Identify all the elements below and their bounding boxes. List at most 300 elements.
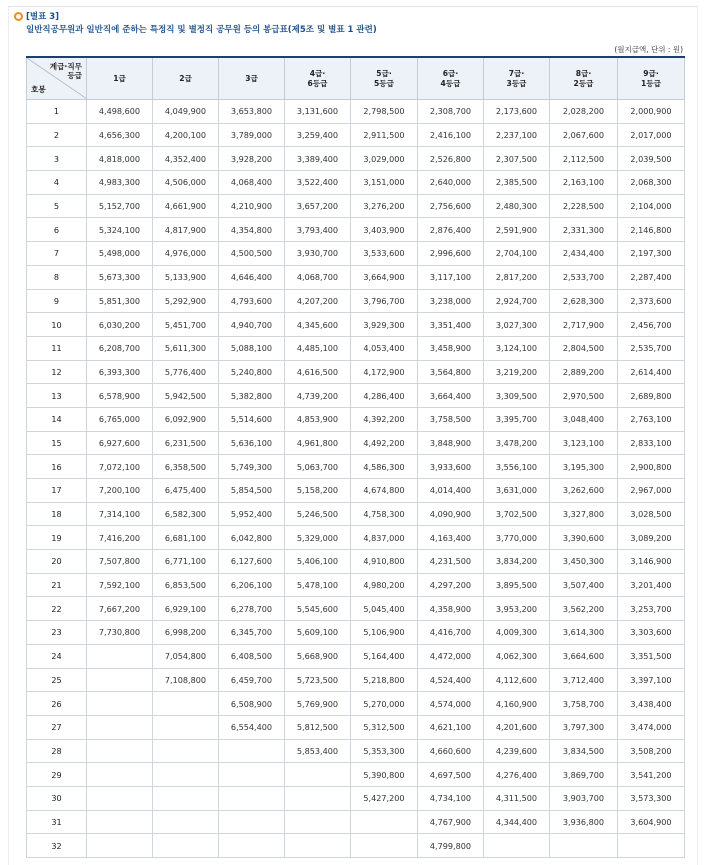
salary-cell: 4,793,600 (219, 289, 285, 313)
salary-cell: 3,303,600 (618, 621, 685, 645)
salary-cell: 2,756,600 (418, 194, 484, 218)
salary-cell (153, 739, 219, 763)
salary-cell: 7,507,800 (87, 550, 153, 574)
step-number-cell: 23 (27, 621, 87, 645)
salary-cell: 4,200,100 (153, 123, 219, 147)
salary-cell: 6,231,500 (153, 431, 219, 455)
salary-cell: 2,614,400 (618, 360, 685, 384)
salary-cell: 6,508,900 (219, 692, 285, 716)
column-header: 4급· 6등급 (285, 57, 351, 100)
salary-cell (153, 763, 219, 787)
column-header: 6급· 4등급 (418, 57, 484, 100)
salary-cell: 3,614,300 (550, 621, 618, 645)
step-number-cell: 7 (27, 242, 87, 266)
salary-cell: 6,092,900 (153, 407, 219, 431)
salary-cell: 5,329,000 (285, 526, 351, 550)
salary-cell: 4,049,900 (153, 100, 219, 124)
salary-cell: 2,163,100 (550, 171, 618, 195)
salary-cell: 4,163,400 (418, 526, 484, 550)
salary-cell: 5,218,800 (351, 668, 418, 692)
salary-cell: 4,621,100 (418, 715, 484, 739)
salary-cell: 4,485,100 (285, 336, 351, 360)
table-heading (26, 12, 377, 36)
step-number-cell: 11 (27, 336, 87, 360)
table-row (27, 100, 685, 124)
salary-cell: 2,798,500 (351, 100, 418, 124)
salary-cell: 3,522,400 (285, 171, 351, 195)
table-row (27, 360, 685, 384)
salary-cell: 6,358,500 (153, 455, 219, 479)
step-number-cell: 4 (27, 171, 87, 195)
salary-cell: 4,014,400 (418, 479, 484, 503)
column-header: 7급· 3등급 (484, 57, 550, 100)
salary-cell: 3,390,600 (550, 526, 618, 550)
column-header: 1급 (87, 57, 153, 100)
step-number-cell: 22 (27, 597, 87, 621)
salary-cell: 3,309,500 (484, 384, 550, 408)
salary-cell: 4,656,300 (87, 123, 153, 147)
step-number-cell: 25 (27, 668, 87, 692)
salary-cell: 3,664,400 (418, 384, 484, 408)
salary-cell: 4,500,500 (219, 242, 285, 266)
salary-cell: 2,876,400 (418, 218, 484, 242)
salary-cell (285, 810, 351, 834)
salary-cell: 3,195,300 (550, 455, 618, 479)
step-number-cell: 13 (27, 384, 87, 408)
salary-cell: 2,287,400 (618, 265, 685, 289)
salary-cell (87, 692, 153, 716)
salary-cell: 3,936,800 (550, 810, 618, 834)
salary-cell: 5,514,600 (219, 407, 285, 431)
column-header: 5급· 5등급 (351, 57, 418, 100)
salary-cell: 3,556,100 (484, 455, 550, 479)
salary-cell: 3,458,900 (418, 336, 484, 360)
salary-cell: 3,702,500 (484, 502, 550, 526)
salary-cell: 5,133,900 (153, 265, 219, 289)
salary-cell: 2,028,200 (550, 100, 618, 124)
salary-cell: 2,640,000 (418, 171, 484, 195)
salary-cell: 5,390,800 (351, 763, 418, 787)
table-row (27, 550, 685, 574)
column-header: 8급· 2등급 (550, 57, 618, 100)
salary-cell: 2,307,500 (484, 147, 550, 171)
salary-cell: 2,717,900 (550, 313, 618, 337)
table-row (27, 431, 685, 455)
salary-cell (285, 834, 351, 858)
salary-cell: 6,853,500 (153, 573, 219, 597)
salary-cell (219, 763, 285, 787)
table-row (27, 265, 685, 289)
salary-cell: 3,351,500 (618, 644, 685, 668)
salary-cell: 5,406,100 (285, 550, 351, 574)
salary-cell: 6,030,200 (87, 313, 153, 337)
salary-cell: 5,246,500 (285, 502, 351, 526)
salary-cell: 4,358,900 (418, 597, 484, 621)
salary-cell: 5,164,400 (351, 644, 418, 668)
column-header: 3급 (219, 57, 285, 100)
salary-cell: 2,456,700 (618, 313, 685, 337)
salary-cell: 5,451,700 (153, 313, 219, 337)
salary-cell: 2,228,500 (550, 194, 618, 218)
salary-cell (87, 763, 153, 787)
salary-cell (87, 786, 153, 810)
salary-cell: 4,210,900 (219, 194, 285, 218)
salary-cell: 2,331,300 (550, 218, 618, 242)
salary-cell (87, 668, 153, 692)
salary-cell: 2,068,300 (618, 171, 685, 195)
salary-cell: 2,900,800 (618, 455, 685, 479)
salary-cell: 6,206,100 (219, 573, 285, 597)
salary-cell: 3,327,800 (550, 502, 618, 526)
salary-cell: 3,796,700 (351, 289, 418, 313)
table-row (27, 384, 685, 408)
salary-cell: 3,259,400 (285, 123, 351, 147)
salary-cell: 5,312,500 (351, 715, 418, 739)
salary-cell: 3,474,000 (618, 715, 685, 739)
salary-cell: 7,730,800 (87, 621, 153, 645)
table-row (27, 644, 685, 668)
table-row (27, 739, 685, 763)
salary-cell: 7,667,200 (87, 597, 153, 621)
salary-cell: 3,562,200 (550, 597, 618, 621)
step-number-cell: 29 (27, 763, 87, 787)
salary-cell: 5,853,400 (285, 739, 351, 763)
salary-cell: 3,048,400 (550, 407, 618, 431)
salary-cell: 3,929,300 (351, 313, 418, 337)
salary-cell: 5,942,500 (153, 384, 219, 408)
salary-cell: 5,498,000 (87, 242, 153, 266)
salary-cell: 6,408,500 (219, 644, 285, 668)
step-number-cell: 16 (27, 455, 87, 479)
step-number-cell: 27 (27, 715, 87, 739)
salary-cell: 2,911,500 (351, 123, 418, 147)
table-row (27, 597, 685, 621)
salary-cell: 3,604,900 (618, 810, 685, 834)
salary-cell: 4,053,400 (351, 336, 418, 360)
salary-cell: 6,127,600 (219, 550, 285, 574)
salary-cell: 5,152,700 (87, 194, 153, 218)
step-number-cell: 6 (27, 218, 87, 242)
salary-cell: 4,498,600 (87, 100, 153, 124)
salary-cell: 3,653,800 (219, 100, 285, 124)
step-number-cell: 21 (27, 573, 87, 597)
salary-cell: 5,478,100 (285, 573, 351, 597)
salary-cell: 5,382,800 (219, 384, 285, 408)
salary-cell (484, 834, 550, 858)
salary-cell: 4,231,500 (418, 550, 484, 574)
salary-cell: 2,373,600 (618, 289, 685, 313)
salary-cell (153, 786, 219, 810)
salary-cell: 5,851,300 (87, 289, 153, 313)
salary-cell: 3,238,000 (418, 289, 484, 313)
salary-cell: 5,636,100 (219, 431, 285, 455)
salary-cell: 4,818,000 (87, 147, 153, 171)
salary-cell: 4,172,900 (351, 360, 418, 384)
salary-cell: 4,646,400 (219, 265, 285, 289)
salary-cell: 6,393,300 (87, 360, 153, 384)
salary-cell (153, 715, 219, 739)
salary-cell: 6,208,700 (87, 336, 153, 360)
table-row (27, 336, 685, 360)
salary-cell: 4,961,800 (285, 431, 351, 455)
salary-cell: 5,158,200 (285, 479, 351, 503)
salary-cell: 3,770,000 (484, 526, 550, 550)
salary-cell: 2,970,500 (550, 384, 618, 408)
salary-cell: 5,854,500 (219, 479, 285, 503)
salary-cell: 4,853,900 (285, 407, 351, 431)
table-row (27, 242, 685, 266)
salary-cell (219, 786, 285, 810)
salary-cell: 2,146,800 (618, 218, 685, 242)
salary-cell: 4,660,600 (418, 739, 484, 763)
salary-cell: 4,674,800 (351, 479, 418, 503)
salary-cell: 3,131,600 (285, 100, 351, 124)
salary-cell: 3,219,200 (484, 360, 550, 384)
salary-cell: 2,535,700 (618, 336, 685, 360)
corner-grade-label: 계급·직무등급 (49, 62, 82, 80)
salary-cell: 6,278,700 (219, 597, 285, 621)
unit-note: (월지급액, 단위 : 원) (614, 45, 683, 54)
step-number-cell: 18 (27, 502, 87, 526)
salary-cell: 5,353,300 (351, 739, 418, 763)
salary-cell: 4,616,500 (285, 360, 351, 384)
table-row (27, 763, 685, 787)
salary-cell (618, 834, 685, 858)
salary-cell: 2,197,300 (618, 242, 685, 266)
salary-cell (285, 786, 351, 810)
salary-cell: 5,088,100 (219, 336, 285, 360)
salary-cell: 3,253,700 (618, 597, 685, 621)
salary-cell: 6,929,100 (153, 597, 219, 621)
step-number-cell: 5 (27, 194, 87, 218)
table-row (27, 834, 685, 858)
salary-cell: 4,980,200 (351, 573, 418, 597)
step-number-cell: 31 (27, 810, 87, 834)
step-number-cell: 26 (27, 692, 87, 716)
salary-cell: 2,526,800 (418, 147, 484, 171)
salary-cell: 4,392,200 (351, 407, 418, 431)
salary-cell: 4,354,800 (219, 218, 285, 242)
salary-cell: 4,090,900 (418, 502, 484, 526)
salary-cell: 3,834,500 (550, 739, 618, 763)
salary-cell: 3,664,900 (351, 265, 418, 289)
salary-cell: 4,311,500 (484, 786, 550, 810)
salary-cell (153, 834, 219, 858)
salary-cell: 3,029,000 (351, 147, 418, 171)
salary-cell: 4,009,300 (484, 621, 550, 645)
salary-cell: 4,506,000 (153, 171, 219, 195)
salary-cell: 4,574,000 (418, 692, 484, 716)
salary-cell: 3,089,200 (618, 526, 685, 550)
salary-cell: 4,767,900 (418, 810, 484, 834)
step-number-cell: 9 (27, 289, 87, 313)
table-row (27, 715, 685, 739)
page-title: 일반직공무원과 일반직에 준하는 특정직 및 별정직 공무원 등의 봉급표(제5조 및 별표 1 관련) (26, 25, 377, 35)
salary-cell: 6,765,000 (87, 407, 153, 431)
salary-cell: 3,262,600 (550, 479, 618, 503)
table-row (27, 289, 685, 313)
salary-cell: 3,351,400 (418, 313, 484, 337)
salary-cell: 4,472,000 (418, 644, 484, 668)
salary-cell: 5,723,500 (285, 668, 351, 692)
salary-cell: 2,385,500 (484, 171, 550, 195)
table-row (27, 668, 685, 692)
salary-cell: 5,240,800 (219, 360, 285, 384)
salary-cell: 3,027,300 (484, 313, 550, 337)
step-number-cell: 10 (27, 313, 87, 337)
salary-cell: 6,345,700 (219, 621, 285, 645)
salary-cell: 2,434,400 (550, 242, 618, 266)
salary-cell: 6,998,200 (153, 621, 219, 645)
salary-cell: 3,201,400 (618, 573, 685, 597)
table-row (27, 479, 685, 503)
salary-cell (153, 810, 219, 834)
table-row (27, 407, 685, 431)
salary-cell (87, 715, 153, 739)
salary-cell: 3,151,000 (351, 171, 418, 195)
salary-cell: 3,438,400 (618, 692, 685, 716)
salary-cell: 4,799,800 (418, 834, 484, 858)
salary-cell: 6,554,400 (219, 715, 285, 739)
salary-cell: 2,967,000 (618, 479, 685, 503)
step-number-cell: 1 (27, 100, 87, 124)
salary-cell: 2,308,700 (418, 100, 484, 124)
salary-cell (219, 810, 285, 834)
step-number-cell: 28 (27, 739, 87, 763)
salary-cell: 3,117,100 (418, 265, 484, 289)
salary-cell (87, 810, 153, 834)
salary-cell (351, 834, 418, 858)
salary-cell: 2,533,700 (550, 265, 618, 289)
salary-cell (351, 810, 418, 834)
step-number-cell: 32 (27, 834, 87, 858)
salary-cell: 2,817,200 (484, 265, 550, 289)
salary-cell: 3,869,700 (550, 763, 618, 787)
salary-cell (87, 644, 153, 668)
table-row (27, 455, 685, 479)
salary-cell: 4,062,300 (484, 644, 550, 668)
salary-cell: 2,416,100 (418, 123, 484, 147)
salary-cell: 4,976,000 (153, 242, 219, 266)
salary-cell: 2,628,300 (550, 289, 618, 313)
salary-cell: 3,276,200 (351, 194, 418, 218)
column-header: 9급· 1등급 (618, 57, 685, 100)
salary-cell: 3,541,200 (618, 763, 685, 787)
salary-cell (285, 763, 351, 787)
table-row (27, 123, 685, 147)
salary-cell: 6,475,400 (153, 479, 219, 503)
salary-cell: 4,739,200 (285, 384, 351, 408)
salary-cell: 4,940,700 (219, 313, 285, 337)
salary-cell: 4,276,400 (484, 763, 550, 787)
step-number-cell: 8 (27, 265, 87, 289)
salary-cell: 2,924,700 (484, 289, 550, 313)
salary-cell (219, 834, 285, 858)
salary-cell: 3,389,400 (285, 147, 351, 171)
salary-cell: 3,508,200 (618, 739, 685, 763)
salary-cell: 3,573,300 (618, 786, 685, 810)
salary-cell: 4,352,400 (153, 147, 219, 171)
corner-step-label: 호봉 (31, 85, 46, 94)
salary-cell: 2,689,800 (618, 384, 685, 408)
salary-cell: 3,478,200 (484, 431, 550, 455)
table-row (27, 573, 685, 597)
table-row (27, 621, 685, 645)
salary-cell: 2,104,000 (618, 194, 685, 218)
salary-cell: 4,910,800 (351, 550, 418, 574)
salary-cell: 4,817,900 (153, 218, 219, 242)
salary-cell: 5,324,100 (87, 218, 153, 242)
salary-cell: 3,395,700 (484, 407, 550, 431)
step-number-cell: 14 (27, 407, 87, 431)
salary-cell: 2,889,200 (550, 360, 618, 384)
salary-cell: 6,681,100 (153, 526, 219, 550)
salary-cell: 2,067,600 (550, 123, 618, 147)
salary-cell: 3,758,500 (418, 407, 484, 431)
salary-cell: 5,063,700 (285, 455, 351, 479)
salary-cell: 5,292,900 (153, 289, 219, 313)
salary-cell: 5,668,900 (285, 644, 351, 668)
table-body (27, 100, 685, 858)
salary-cell: 3,789,000 (219, 123, 285, 147)
salary-cell: 3,397,100 (618, 668, 685, 692)
salary-cell: 3,793,400 (285, 218, 351, 242)
salary-cell: 6,459,700 (219, 668, 285, 692)
salary-cell: 2,039,500 (618, 147, 685, 171)
table-header-row (27, 57, 685, 100)
salary-cell: 7,200,100 (87, 479, 153, 503)
salary-cell: 3,564,800 (418, 360, 484, 384)
salary-cell: 3,834,200 (484, 550, 550, 574)
column-header: 2급 (153, 57, 219, 100)
salary-cell: 3,123,100 (550, 431, 618, 455)
salary-cell: 3,903,700 (550, 786, 618, 810)
table-row (27, 194, 685, 218)
salary-cell: 3,124,100 (484, 336, 550, 360)
salary-cell: 5,611,300 (153, 336, 219, 360)
salary-cell: 3,953,200 (484, 597, 550, 621)
step-number-cell: 2 (27, 123, 87, 147)
table-row (27, 502, 685, 526)
salary-cell: 6,042,800 (219, 526, 285, 550)
table-row (27, 786, 685, 810)
salary-cell: 3,933,600 (418, 455, 484, 479)
salary-cell: 5,045,400 (351, 597, 418, 621)
salary-cell: 4,524,400 (418, 668, 484, 692)
step-number-cell: 15 (27, 431, 87, 455)
step-number-cell: 19 (27, 526, 87, 550)
salary-cell: 5,106,900 (351, 621, 418, 645)
salary-cell: 4,345,600 (285, 313, 351, 337)
salary-cell: 4,416,700 (418, 621, 484, 645)
salary-cell: 4,286,400 (351, 384, 418, 408)
salary-cell: 4,758,300 (351, 502, 418, 526)
salary-cell: 4,068,400 (219, 171, 285, 195)
salary-cell: 3,631,000 (484, 479, 550, 503)
salary-cell: 4,983,300 (87, 171, 153, 195)
salary-cell: 4,068,700 (285, 265, 351, 289)
salary-cell: 2,996,600 (418, 242, 484, 266)
salary-cell: 3,848,900 (418, 431, 484, 455)
step-number-cell: 30 (27, 786, 87, 810)
salary-cell: 4,837,000 (351, 526, 418, 550)
salary-cell: 4,734,100 (418, 786, 484, 810)
salary-cell: 6,578,900 (87, 384, 153, 408)
salary-cell: 5,545,600 (285, 597, 351, 621)
salary-cell: 6,927,600 (87, 431, 153, 455)
salary-cell: 3,928,200 (219, 147, 285, 171)
salary-cell: 4,344,400 (484, 810, 550, 834)
